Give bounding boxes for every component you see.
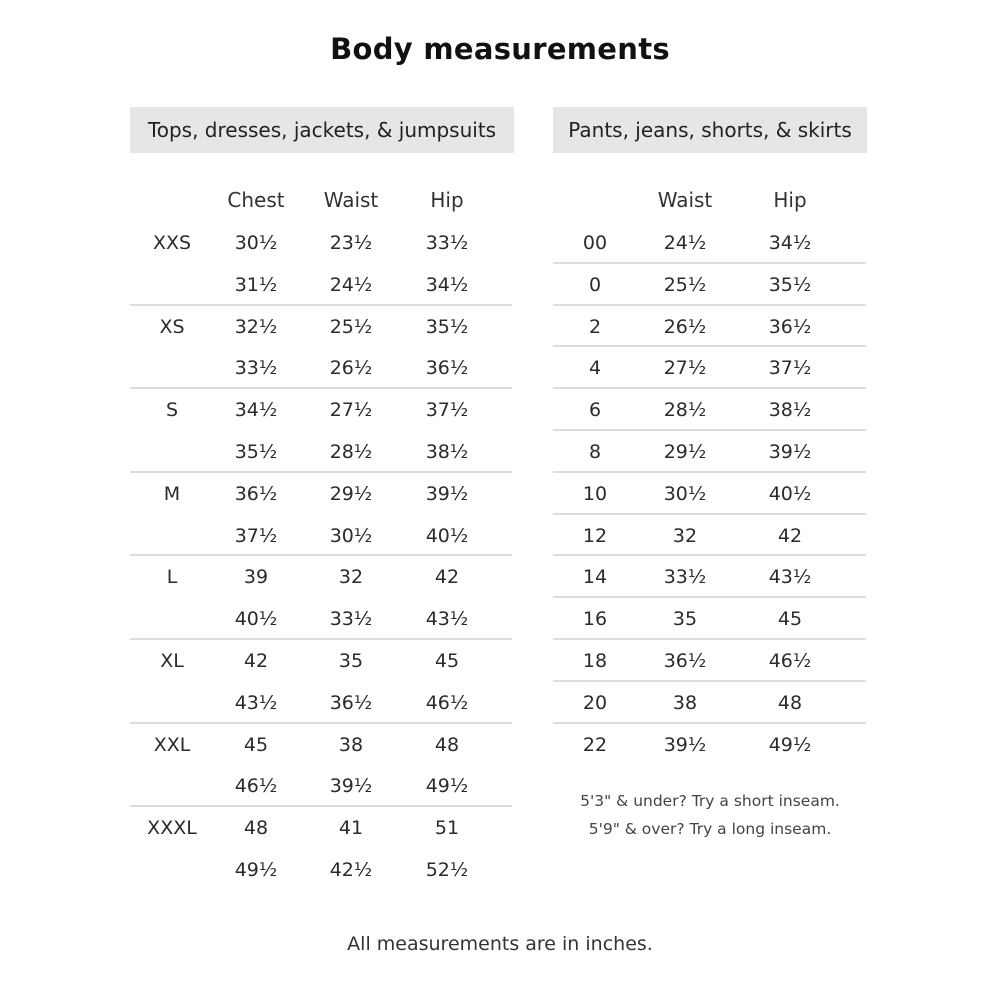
size-label: 6 — [588, 399, 602, 421]
page-title: Body measurements — [330, 32, 670, 66]
pants-table-row — [0, 396, 1000, 424]
size-label: 0 — [588, 274, 602, 296]
measurement-cell: 39½ — [425, 483, 469, 505]
pants-table-row — [0, 689, 1000, 717]
row-divider — [553, 638, 866, 640]
row-divider — [130, 471, 512, 473]
measurement-cell: 39½ — [663, 734, 707, 756]
size-label: L — [166, 566, 178, 588]
measurement-cell: 43½ — [234, 692, 278, 714]
measurement-cell: 38½ — [425, 441, 469, 463]
pants-table-row — [0, 731, 1000, 759]
pants-table-row — [0, 354, 1000, 382]
row-divider — [553, 680, 866, 682]
row-divider — [130, 805, 512, 807]
row-divider — [130, 638, 512, 640]
short-inseam-note: 5'3" & under? Try a short inseam. — [580, 792, 840, 810]
measurement-cell: 45 — [243, 734, 269, 756]
row-divider — [553, 471, 866, 473]
pants-table-row — [0, 522, 1000, 550]
size-label: 12 — [582, 525, 608, 547]
measurement-cell: 42 — [777, 525, 803, 547]
pants-table-row — [0, 563, 1000, 591]
measurement-cell: 46½ — [234, 775, 278, 797]
row-divider — [553, 554, 866, 556]
measurement-cell: 49½ — [425, 775, 469, 797]
pants-table-row — [0, 271, 1000, 299]
measurement-cell: 35½ — [768, 274, 812, 296]
measurement-cell: 40½ — [234, 608, 278, 630]
pants-table-row — [0, 605, 1000, 633]
measurement-cell: 46½ — [768, 650, 812, 672]
measurement-cell: 38 — [338, 734, 364, 756]
measurement-cell: 40½ — [425, 525, 469, 547]
measurement-cell: 36½ — [425, 357, 469, 379]
measurement-cell: 35½ — [234, 441, 278, 463]
measurement-cell: 28½ — [329, 441, 373, 463]
measurement-cell: 29½ — [329, 483, 373, 505]
measurement-cell: 33½ — [663, 566, 707, 588]
row-divider — [553, 262, 866, 264]
size-label: XS — [159, 316, 185, 338]
row-divider — [553, 387, 866, 389]
measurement-cell: 38 — [672, 692, 698, 714]
measurement-cell: 46½ — [425, 692, 469, 714]
measurement-cell: 38½ — [768, 399, 812, 421]
measurement-cell: 34½ — [425, 274, 469, 296]
pants-table-row — [0, 438, 1000, 466]
units-footnote: All measurements are in inches. — [347, 933, 653, 955]
measurement-cell: 39½ — [768, 441, 812, 463]
size-label: 14 — [582, 566, 608, 588]
pants-table-row — [0, 313, 1000, 341]
measurement-cell: 31½ — [234, 274, 278, 296]
row-divider — [130, 722, 512, 724]
measurement-cell: 30½ — [329, 525, 373, 547]
measurement-cell: 27½ — [329, 399, 373, 421]
measurement-cell: 29½ — [663, 441, 707, 463]
row-divider — [553, 429, 866, 431]
size-label: 10 — [582, 483, 608, 505]
row-divider — [130, 304, 512, 306]
long-inseam-note: 5'9" & over? Try a long inseam. — [588, 820, 832, 838]
row-divider — [553, 596, 866, 598]
measurement-cell: 34½ — [234, 399, 278, 421]
measurement-cell: 39½ — [329, 775, 373, 797]
measurement-cell: 24½ — [663, 232, 707, 254]
measurement-cell: 32 — [338, 566, 364, 588]
measurement-cell: 42 — [434, 566, 460, 588]
tops-table-row — [0, 772, 1000, 800]
measurement-cell: 48 — [434, 734, 460, 756]
tops-table-row — [0, 856, 1000, 884]
measurement-cell: 30½ — [663, 483, 707, 505]
measurement-cell: 32½ — [234, 316, 278, 338]
measurement-cell: 26½ — [663, 316, 707, 338]
pants-table-row — [0, 229, 1000, 257]
measurement-cell: 41 — [338, 817, 364, 839]
size-label: M — [163, 483, 181, 505]
tops-section-heading: Tops, dresses, jackets, & jumpsuits — [130, 107, 514, 153]
measurement-cell: 45 — [434, 650, 460, 672]
size-label: 8 — [588, 441, 602, 463]
measurement-cell: 37½ — [425, 399, 469, 421]
measurement-cell: 39 — [243, 566, 269, 588]
measurement-cell: 30½ — [234, 232, 278, 254]
measurement-cell: 36½ — [768, 316, 812, 338]
size-label: 16 — [582, 608, 608, 630]
pants-section-heading: Pants, jeans, shorts, & skirts — [553, 107, 867, 153]
measurement-cell: 43½ — [425, 608, 469, 630]
measurement-cell: 45 — [777, 608, 803, 630]
size-label: XXS — [152, 232, 192, 254]
pants-table-row — [0, 647, 1000, 675]
measurement-cell: 36½ — [234, 483, 278, 505]
size-label: XL — [160, 650, 184, 672]
measurement-cell: 48 — [777, 692, 803, 714]
measurement-cell: 40½ — [768, 483, 812, 505]
measurement-cell: 43½ — [768, 566, 812, 588]
row-divider — [553, 513, 866, 515]
measurement-cell: 49½ — [768, 734, 812, 756]
tops-table-row — [0, 814, 1000, 842]
measurement-cell: 33½ — [425, 232, 469, 254]
measurement-cell: 52½ — [425, 859, 469, 881]
measurement-cell: 35 — [338, 650, 364, 672]
size-label: 20 — [582, 692, 608, 714]
size-label: 00 — [582, 232, 608, 254]
size-label: 22 — [582, 734, 608, 756]
measurement-cell: 26½ — [329, 357, 373, 379]
row-divider — [553, 722, 866, 724]
measurement-cell: 33½ — [329, 608, 373, 630]
measurement-cell: 24½ — [329, 274, 373, 296]
measurement-cell: 23½ — [329, 232, 373, 254]
measurement-cell: 42½ — [329, 859, 373, 881]
pants-col-hip: Hip — [773, 188, 807, 212]
measurement-cell: 42 — [243, 650, 269, 672]
row-divider — [130, 554, 512, 556]
measurement-cell: 48 — [243, 817, 269, 839]
measurement-cell: 51 — [434, 817, 460, 839]
measurement-cell: 36½ — [329, 692, 373, 714]
size-label: S — [165, 399, 179, 421]
pants-col-waist: Waist — [657, 188, 713, 212]
measurement-cell: 37½ — [234, 525, 278, 547]
measurement-cell: 49½ — [234, 859, 278, 881]
measurement-cell: 33½ — [234, 357, 278, 379]
measurement-cell: 32 — [672, 525, 698, 547]
row-divider — [553, 304, 866, 306]
row-divider — [130, 387, 512, 389]
tops-col-hip: Hip — [430, 188, 464, 212]
measurement-cell: 34½ — [768, 232, 812, 254]
measurement-cell: 25½ — [663, 274, 707, 296]
size-label: XXXL — [147, 817, 197, 839]
pants-table-row — [0, 480, 1000, 508]
measurement-cell: 37½ — [768, 357, 812, 379]
tops-col-waist: Waist — [323, 188, 379, 212]
row-divider — [553, 345, 866, 347]
measurement-cell: 27½ — [663, 357, 707, 379]
measurement-cell: 36½ — [663, 650, 707, 672]
measurement-cell: 25½ — [329, 316, 373, 338]
size-label: 18 — [582, 650, 608, 672]
size-label: 4 — [588, 357, 602, 379]
measurement-cell: 35½ — [425, 316, 469, 338]
tops-col-chest: Chest — [227, 188, 285, 212]
size-label: 2 — [588, 316, 602, 338]
measurement-cell: 28½ — [663, 399, 707, 421]
size-label: XXL — [153, 734, 191, 756]
measurement-cell: 35 — [672, 608, 698, 630]
